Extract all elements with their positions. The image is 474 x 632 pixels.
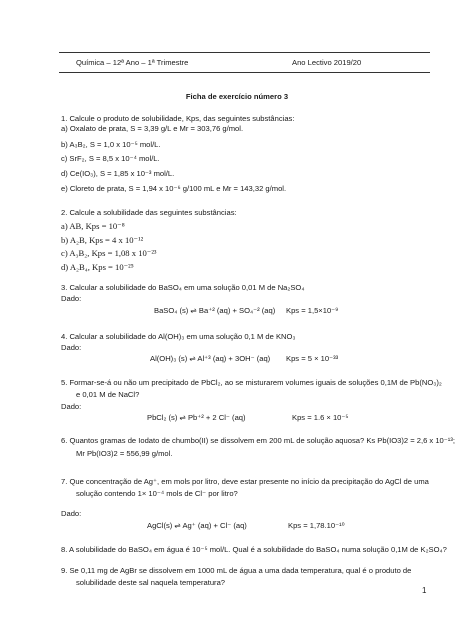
q4-kps: Kps = 5 × 10⁻³³ [286, 354, 339, 363]
q4-stem: 4. Calcular a solubilidade do Al(OH)₃ em uma solução 0,1 M de KNO₃ [61, 332, 296, 341]
q3-stem: 3. Calcular a solubilidade do BaSO₄ em uma solução 0,01 M de Na₂SO₄ [61, 283, 305, 292]
q2-b: b) A₂B, Kps = 4 x 10⁻¹² [61, 235, 144, 245]
page-number: 1 [422, 586, 427, 595]
q4-equation: Al(OH)₃ (s) ⇌ Al⁺³ (aq) + 3OH⁻ (aq) [150, 354, 271, 363]
header-rule-bottom [59, 72, 430, 73]
q1-a: a) Oxalato de prata, S = 3,39 g/L e Mr = 303,76 g/mol. [61, 124, 244, 133]
q3-dado: Dado: [61, 294, 82, 303]
header-course: Química – 12ª Ano – 1ª Trimestre [76, 58, 189, 67]
q7-kps: Kps = 1,78.10⁻¹⁰ [288, 521, 345, 530]
q1-c: c) SrF₂, S = 8,5 x 10⁻⁴ mol/L. [61, 154, 160, 163]
q5-equation: PbCl₂ (s) ⇌ Pb⁺² + 2 Cl⁻ (aq) [147, 413, 246, 422]
q5-line1: 5. Formar-se-á ou não um precipitado de PbCl₂, ao se misturarem volumes iguais de soluções 0,1M de Pb(NO₃)₂ [61, 378, 442, 387]
q2-c: c) A₃B₂, Kps = 1,08 x 10⁻²³ [61, 248, 157, 258]
q5-kps: Kps = 1.6 × 10⁻⁵ [292, 413, 349, 422]
q6-line1: 6. Quantos gramas de Iodato de chumbo(II) se dissolvem em 200 mL de solução aquosa? Ks Pb(IO3)2 = 2,6 x 10⁻¹³; [61, 436, 455, 445]
q1-b: b) A₃B₂, S = 1,0 x 10⁻⁵ mol/L. [61, 140, 161, 149]
q3-equation: BaSO₄ (s) ⇌ Ba⁺² (aq) + SO₄⁻² (aq) [154, 306, 276, 315]
page-title: Ficha de exercício número 3 [185, 92, 289, 101]
q2-stem: 2. Calcule a solubilidade das seguintes substâncias: [61, 208, 237, 217]
q2-a: a) AB, Kps = 10⁻⁸ [61, 221, 125, 231]
q9-line2: solubilidade deste sal naquela temperatura? [76, 578, 226, 587]
q5-line2: e 0,01 M de NaCl? [76, 390, 140, 399]
q1-stem: 1. Calcule o produto de solubilidade, Kps, das seguintes substâncias: [61, 114, 295, 123]
q7-line2: solução contendo 1× 10⁻⁴ mols de Cl⁻ por litro? [76, 489, 238, 498]
q4-dado: Dado: [61, 343, 82, 352]
q6-line2: Mr Pb(IO3)2 = 556,99 g/mol. [76, 449, 173, 458]
q5-dado: Dado: [61, 402, 82, 411]
q9-line1: 9. Se 0,11 mg de AgBr se dissolvem em 1000 mL de água a uma dada temperatura, qual é o produto de [61, 566, 412, 575]
header-year: Ano Lectivo 2019/20 [292, 58, 362, 67]
q3-kps: Kps = 1,5×10⁻⁹ [286, 306, 339, 315]
header-rule-top [59, 52, 430, 53]
q7-dado: Dado: [61, 509, 82, 518]
q7-equation: AgCl(s) ⇌ Ag⁺ (aq) + Cl⁻ (aq) [147, 521, 247, 530]
q1-d: d) Ce(IO₃), S = 1,85 x 10⁻³ mol/L. [61, 169, 175, 178]
q1-e: e) Cloreto de prata, S = 1,94 x 10⁻⁶ g/100 mL e Mr = 143,32 g/mol. [61, 184, 287, 193]
q7-line1: 7. Que concentração de Ag⁺, em mols por litro, deve estar presente no início da precipitação do AgCl de uma [61, 477, 429, 486]
q8-text: 8. A solubilidade do BaSO₄ em água é 10⁻⁵ mol/L. Qual é a solubilidade do BaSO₄ numa solução 0,1M de K₂SO₄? [61, 545, 447, 554]
q2-d: d) A₂B₄, Kps = 10⁻²⁵ [61, 262, 134, 272]
